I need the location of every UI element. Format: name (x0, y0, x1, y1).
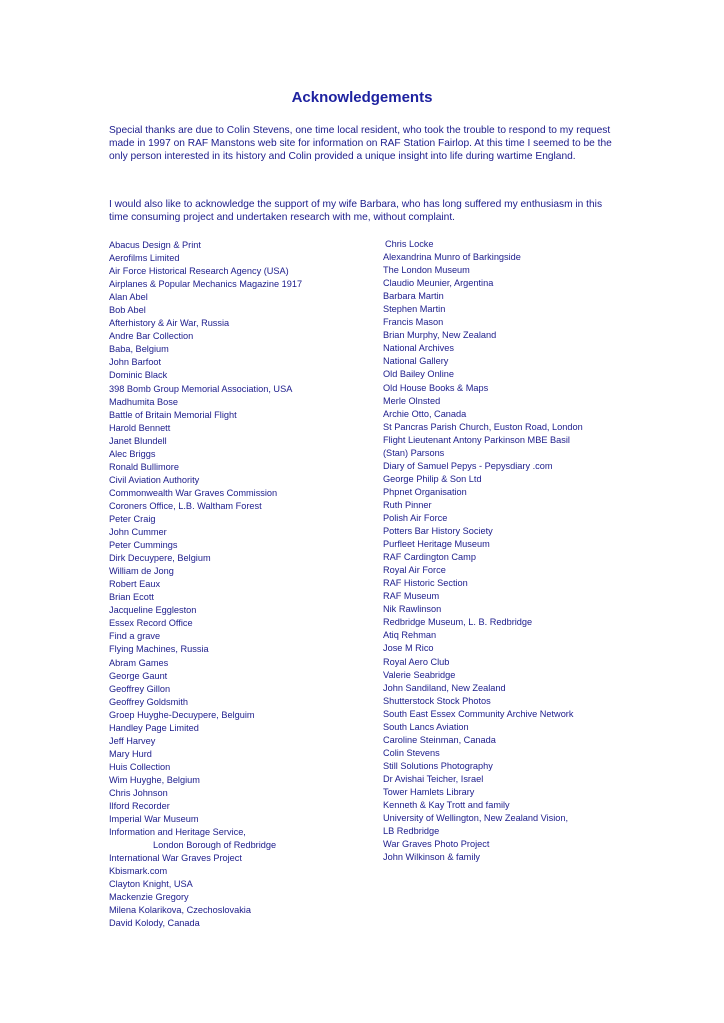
acknowledgement-entry: Francis Mason (383, 317, 444, 328)
acknowledgement-entry: Battle of Britain Memorial Flight (109, 409, 237, 420)
acknowledgement-entry: Alec Briggs (109, 448, 156, 459)
acknowledgement-entry: Potters Bar History Society (383, 526, 493, 537)
acknowledgement-entry: South Lancs Aviation (383, 721, 469, 732)
acknowledgement-entry: Jose M Rico (383, 643, 434, 654)
acknowledgement-entry: Peter Craig (109, 513, 156, 524)
acknowledgement-entry: Ronald Bullimore (109, 461, 179, 472)
acknowledgement-entry: Andre Bar Collection (109, 331, 194, 342)
acknowledgement-entry: Chris Johnson (109, 787, 168, 798)
acknowledgements-left-column (109, 239, 302, 930)
acknowledgement-entry: RAF Museum (383, 591, 440, 602)
acknowledgement-entry: Kenneth & Kay Trott and family (383, 800, 510, 811)
acknowledgement-entry: University of Wellington, New Zealand Vision, (383, 813, 569, 824)
acknowledgement-entry: London Borough of Redbridge (153, 840, 277, 851)
acknowledgement-entry: Find a grave (109, 631, 161, 642)
acknowledgement-entry: Aerofilms Limited (109, 253, 180, 264)
acknowledgement-entry: Civil Aviation Authority (109, 474, 200, 485)
acknowledgement-entry: Milena Kolarikova, Czechoslovakia (109, 905, 251, 916)
acknowledgement-entry: National Archives (383, 343, 454, 354)
acknowledgement-entry: Commonwealth War Graves Commission (109, 487, 278, 498)
acknowledgement-entry: Phpnet Organisation (383, 486, 467, 497)
acknowledgement-entry: Information and Heritage Service, (109, 827, 246, 838)
acknowledgement-entry: Purfleet Heritage Museum (383, 539, 490, 550)
acknowledgement-entry: Brian Murphy, New Zealand (383, 330, 497, 341)
acknowledgement-entry: Nik Rawlinson (383, 604, 442, 615)
acknowledgement-entry: Old Bailey Online (383, 369, 454, 380)
acknowledgement-entry: Mary Hurd (109, 748, 152, 759)
acknowledgement-entry: Airplanes & Popular Mechanics Magazine 1917 (109, 279, 303, 290)
acknowledgement-entry: Peter Cummings (109, 540, 178, 551)
acknowledgement-entry: Ruth Pinner (383, 499, 432, 510)
acknowledgement-entry: Merle Olnsted (383, 395, 441, 406)
acknowledgement-entry: Jacqueline Eggleston (109, 605, 197, 616)
acknowledgement-entry: John Barfoot (109, 357, 162, 368)
acknowledgement-entry: Wim Huyghe, Belgium (109, 774, 200, 785)
acknowledgement-entry: Robert Eaux (109, 579, 161, 590)
acknowledgement-entry: Handley Page Limited (109, 722, 199, 733)
acknowledgement-entry: Essex Record Office (109, 618, 193, 629)
acknowledgement-entry: Clayton Knight, USA (109, 879, 193, 890)
acknowledgement-entry: Flight Lieutenant Antony Parkinson MBE Basil (383, 434, 570, 445)
acknowledgement-entry: Stephen Martin (383, 304, 446, 315)
family-paragraph: I would also like to acknowledge the support of my wife Barbara, who has long suffered my enthusiasm in this time consuming project and undertaken research with me, without complaint. (109, 199, 603, 224)
intro-paragraph: Special thanks are due to Colin Stevens, one time local resident, who took the trouble to respond to my request made in 1997 on RAF Manstons web site for information on RAF Station Fairlop. At this time I seemed to be the only person interested in its history and Colin provided a unique insight into life during wartime England. (109, 125, 612, 163)
acknowledgement-entry: Dr Avishai Teicher, Israel (383, 773, 484, 784)
acknowledgement-entry: Archie Otto, Canada (383, 408, 467, 419)
acknowledgement-entry: David Kolody, Canada (109, 918, 200, 929)
acknowledgement-entry: Imperial War Museum (109, 814, 199, 825)
acknowledgement-entry: (Stan) Parsons (383, 447, 445, 458)
acknowledgement-entry: Alan Abel (109, 292, 148, 303)
acknowledgement-entry: Geoffrey Gillon (109, 683, 171, 694)
acknowledgement-entry: George Philip & Son Ltd (383, 473, 482, 484)
acknowledgement-entry: LB Redbridge (383, 826, 440, 837)
acknowledgement-entry: War Graves Photo Project (383, 839, 490, 850)
acknowledgement-entry: Coroners Office, L.B. Waltham Forest (109, 500, 262, 511)
acknowledgement-entry: RAF Historic Section (383, 578, 468, 589)
acknowledgement-entry: RAF Cardington Camp (383, 552, 476, 563)
acknowledgement-entry: Barbara Martin (383, 291, 444, 302)
acknowledgement-entry: Air Force Historical Research Agency (USA) (109, 266, 289, 277)
acknowledgement-entry: Valerie Seabridge (383, 669, 456, 680)
acknowledgements-right-column (383, 238, 583, 864)
acknowledgement-entry: Brian Ecott (109, 592, 154, 603)
acknowledgement-entry: William de Jong (109, 566, 174, 577)
acknowledgement-entry: Chris Locke (385, 239, 434, 249)
acknowledgement-entry: Huis Collection (109, 761, 171, 772)
acknowledgement-entry: Atiq Rehman (383, 630, 437, 641)
acknowledgement-entry: Flying Machines, Russia (109, 644, 209, 655)
acknowledgement-entry: Ilford Recorder (109, 801, 170, 812)
acknowledgement-entry: Still Solutions Photography (383, 760, 493, 771)
acknowledgement-entry: Dominic Black (109, 370, 168, 381)
acknowledgement-entry: Diary of Samuel Pepys - Pepysdiary .com (383, 460, 553, 471)
acknowledgement-entry: International War Graves Project (109, 853, 242, 864)
acknowledgement-entry: John Cummer (109, 527, 167, 538)
acknowledgement-entry: Tower Hamlets Library (383, 786, 475, 797)
acknowledgement-entry: Dirk Decuypere, Belgium (109, 553, 211, 564)
acknowledgement-entry: Abram Games (109, 657, 169, 668)
acknowledgement-entry: Janet Blundell (109, 435, 167, 446)
acknowledgement-entry: Claudio Meunier, Argentina (383, 278, 494, 289)
acknowledgement-entry: Baba, Belgium (109, 344, 169, 355)
acknowledgement-entry: South East Essex Community Archive Network (383, 708, 574, 719)
acknowledgement-entry: Polish Air Force (383, 512, 448, 523)
acknowledgement-entry: Abacus Design & Print (109, 240, 201, 250)
acknowledgement-entry: John Sandiland, New Zealand (383, 682, 506, 693)
acknowledgement-entry: Shutterstock Stock Photos (383, 695, 491, 706)
acknowledgement-entry: George Gaunt (109, 670, 168, 681)
acknowledgement-entry: Redbridge Museum, L. B. Redbridge (383, 617, 533, 628)
acknowledgement-entry: The London Museum (383, 265, 470, 276)
acknowledgement-entry: Mackenzie Gregory (109, 892, 189, 903)
acknowledgement-entry: Harold Bennett (109, 422, 171, 433)
acknowledgement-entry: National Gallery (383, 356, 449, 367)
acknowledgement-entry: John Wilkinson & family (383, 852, 481, 863)
page-title: Acknowledgements (291, 89, 433, 106)
acknowledgement-entry: Bob Abel (109, 305, 146, 316)
acknowledgement-entry: St Pancras Parish Church, Euston Road, London (383, 421, 583, 432)
acknowledgement-entry: Royal Aero Club (383, 656, 450, 667)
acknowledgement-entry: Alexandrina Munro of Barkingside (383, 252, 521, 263)
acknowledgement-entry: Afterhistory & Air War, Russia (109, 318, 230, 329)
acknowledgement-entry: Colin Stevens (383, 747, 440, 758)
acknowledgement-entry: Royal Air Force (383, 565, 446, 576)
acknowledgement-entry: Geoffrey Goldsmith (109, 696, 188, 707)
acknowledgement-entry: Groep Huyghe-Decuypere, Belguim (109, 709, 255, 720)
acknowledgement-entry: Madhumita Bose (109, 396, 178, 407)
acknowledgement-entry: Jeff Harvey (109, 735, 156, 746)
acknowledgement-entry: 398 Bomb Group Memorial Association, USA (109, 383, 293, 394)
acknowledgement-entry: Caroline Steinman, Canada (383, 734, 496, 745)
acknowledgement-entry: Kbismark.com (109, 866, 168, 877)
acknowledgement-entry: Old House Books & Maps (383, 382, 489, 393)
